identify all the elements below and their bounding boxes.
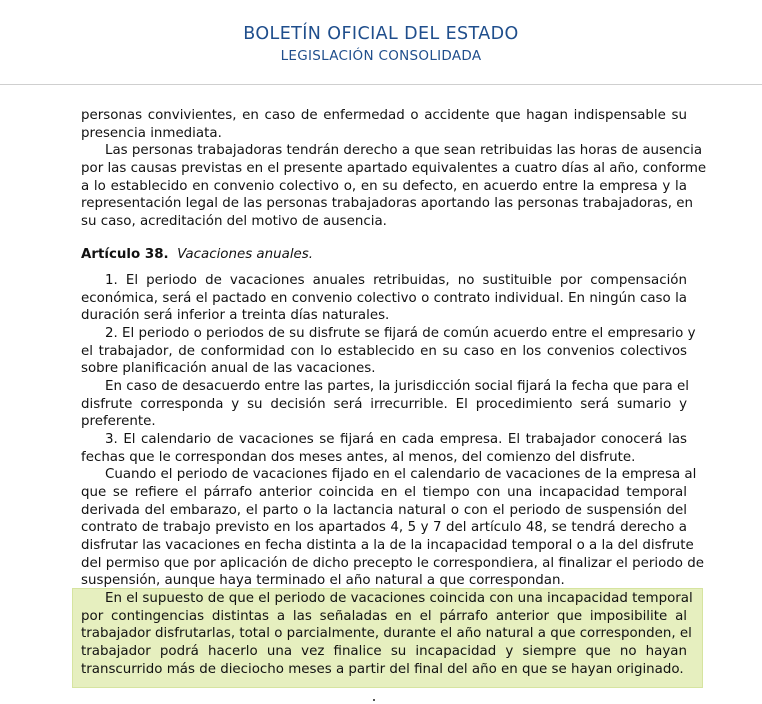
- highlighted-line: En el supuesto de que el periodo de vacaciones coincida con una incapacidad temporal: [105, 591, 693, 606]
- highlighted-line: trabajador podrá hacerlo una vez finalice su incapacidad y siempre que no hayan: [81, 644, 687, 659]
- article-number: Artículo 38.: [81, 247, 169, 262]
- body-line: duración será inferior a treinta días naturales.: [81, 308, 390, 323]
- body-line: Cuando el periodo de vacaciones fijado en el calendario de vacaciones de la empresa al: [105, 467, 697, 482]
- body-line: del permiso que por aplicación de dicho precepto le correspondiera, al finalizar el periodo de: [81, 556, 704, 571]
- intro-line: personas convivientes, en caso de enfermedad o accidente que hagan indispensable su: [81, 108, 687, 123]
- body-line: económica, será el pactado en convenio colectivo o contrato individual. En ningún caso la: [81, 291, 687, 306]
- body-line: el trabajador, de conformidad con lo establecido en su caso en los convenios colectivos: [81, 344, 687, 359]
- header-divider: [0, 84, 762, 85]
- body-line: contrato de trabajo previsto en los apartados 4, 5 y 7 del artículo 48, se tendrá derecho a: [81, 520, 687, 535]
- body-line: 1. El periodo de vacaciones anuales retribuidas, no sustituible por compensación: [105, 273, 687, 288]
- body-line: derivada del embarazo, el parto o la lactancia natural o con el periodo de suspensión del: [81, 503, 687, 518]
- intro-line: representación legal de las personas trabajadoras aportando las personas trabajadoras, en: [81, 196, 693, 211]
- intro-line: su caso, acreditación del motivo de ausencia.: [81, 214, 387, 229]
- body-line: fechas que le correspondan dos meses antes, al menos, del comienzo del disfrute.: [81, 450, 636, 465]
- article-heading: [81, 246, 687, 264]
- intro-line: Las personas trabajadoras tendrán derecho a que sean retribuidas las horas de ausencia: [105, 143, 703, 158]
- body-line: 2. El periodo o periodos de su disfrute se fijará de común acuerdo entre el empresario y: [105, 326, 696, 341]
- body-line: En caso de desacuerdo entre las partes, la jurisdicción social fijará la fecha que para el: [105, 379, 689, 394]
- intro-line: por las causas previstas en el presente apartado equivalentes a cuatro días al año, conforme: [81, 161, 707, 176]
- page-title: BOLETÍN OFICIAL DEL ESTADO: [243, 24, 519, 44]
- article-title: Vacaciones anuales.: [177, 247, 314, 262]
- body-line: sobre planificación anual de las vacaciones.: [81, 361, 376, 376]
- body-line: disfrute corresponda y su decisión será irrecurrible. El procedimiento será sumario y: [81, 397, 687, 412]
- body-line: suspensión, aunque haya terminado el año natural a que correspondan.: [81, 573, 565, 588]
- body-line: que se refiere el párrafo anterior coincida en el tiempo con una incapacidad temporal: [81, 485, 687, 500]
- page-mark: [373, 699, 375, 701]
- highlighted-line: transcurrido más de dieciocho meses a partir del final del año en que se hayan originado.: [81, 662, 684, 677]
- body-line: 3. El calendario de vacaciones se fijará en cada empresa. El trabajador conocerá las: [105, 432, 687, 447]
- body-line: disfrutar las vacaciones en fecha distinta a la de la incapacidad temporal o a la del disfrute: [81, 538, 694, 553]
- highlighted-line: trabajador disfrutarlas, total o parcialmente, durante el año natural a que corresponden, el: [81, 626, 692, 641]
- page-subtitle: LEGISLACIÓN CONSOLIDADA: [280, 48, 482, 64]
- body-line: preferente.: [81, 414, 156, 429]
- intro-line: presencia inmediata.: [81, 126, 222, 141]
- highlighted-line: por contingencias distintas a las señaladas en el párrafo anterior que imposibilite al: [81, 609, 687, 624]
- intro-line: a lo establecido en convenio colectivo o, en su defecto, en acuerdo entre la empresa y la: [81, 179, 687, 194]
